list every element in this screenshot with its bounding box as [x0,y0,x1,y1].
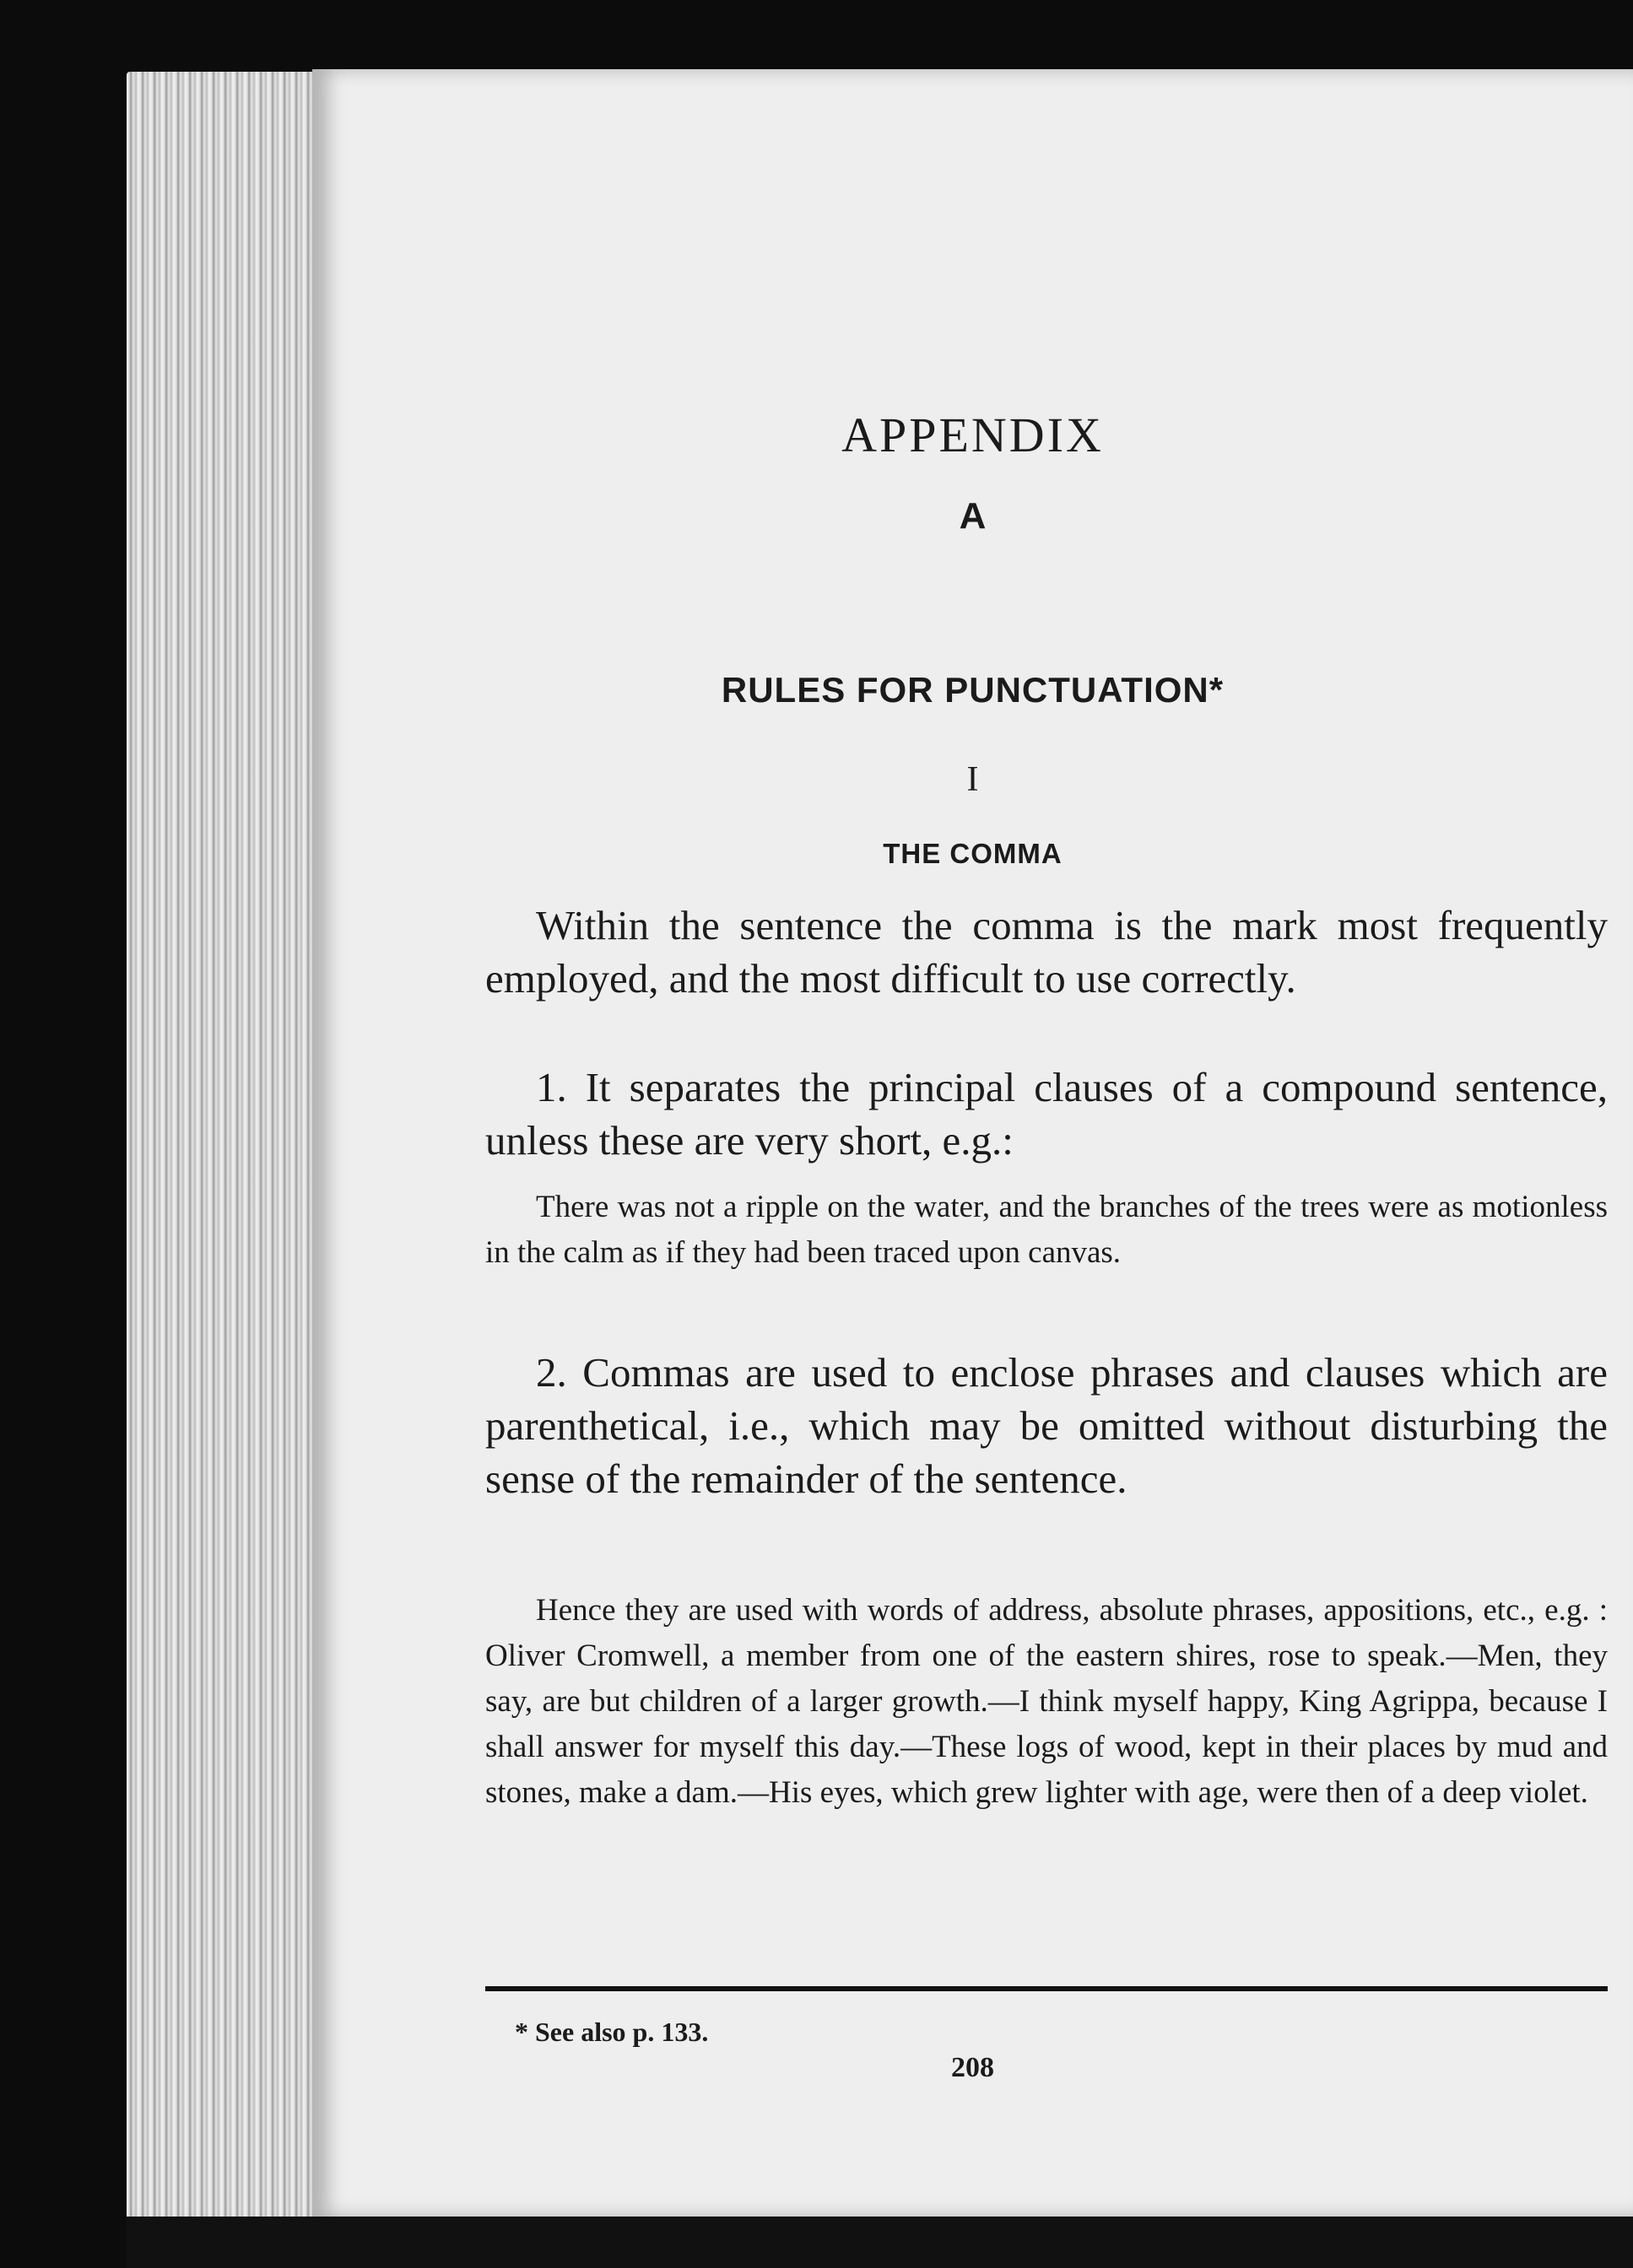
subsection-title: THE COMMA [883,838,1063,869]
rule-1-paragraph: 1. It separates the principal clauses of a compound sentence, unless these are very short, e.g.: [485,1064,1608,1164]
section-title: RULES FOR PUNCTUATION* [721,670,1225,710]
footnote: * See also p. 133. [515,2017,709,2047]
page-bottom-shadow [127,2217,1633,2268]
example-2-paragraph: Hence they are used with words of address, absolute phrases, appositions, etc., e.g. : Oliver Cromwell, a member from one of the eastern shires, rose to speak.—Men, they say, are but children of a larger growth.—I think myself happy, King Agrippa, because I shall answer for myself this day.—These logs of wood, kept in their places by mud and stones, make a dam.—His eyes, which grew lighter with age, were then of a deep violet. [485,1593,1608,1810]
rule-2-paragraph: 2. Commas are used to enclose phrases and clauses which are parenthetical, i.e., which may be omitted without disturbing the sense of the remainder of the sentence. [485,1349,1608,1502]
book-page [312,69,1633,2217]
appendix-heading: APPENDIX [841,408,1104,462]
intro-paragraph: Within the sentence the comma is the mark most frequently employed, and the most difficult to use correctly. [485,902,1608,1002]
appendix-letter: A [959,495,987,537]
book-page-edges [127,72,329,2232]
footnote-divider [485,1986,1608,1991]
section-number: I [966,760,979,799]
page-number: 208 [951,2052,994,2083]
example-1-paragraph: There was not a ripple on the water, and the branches of the trees were as motionless in the calm as if they had been traced upon canvas. [485,1190,1608,1270]
